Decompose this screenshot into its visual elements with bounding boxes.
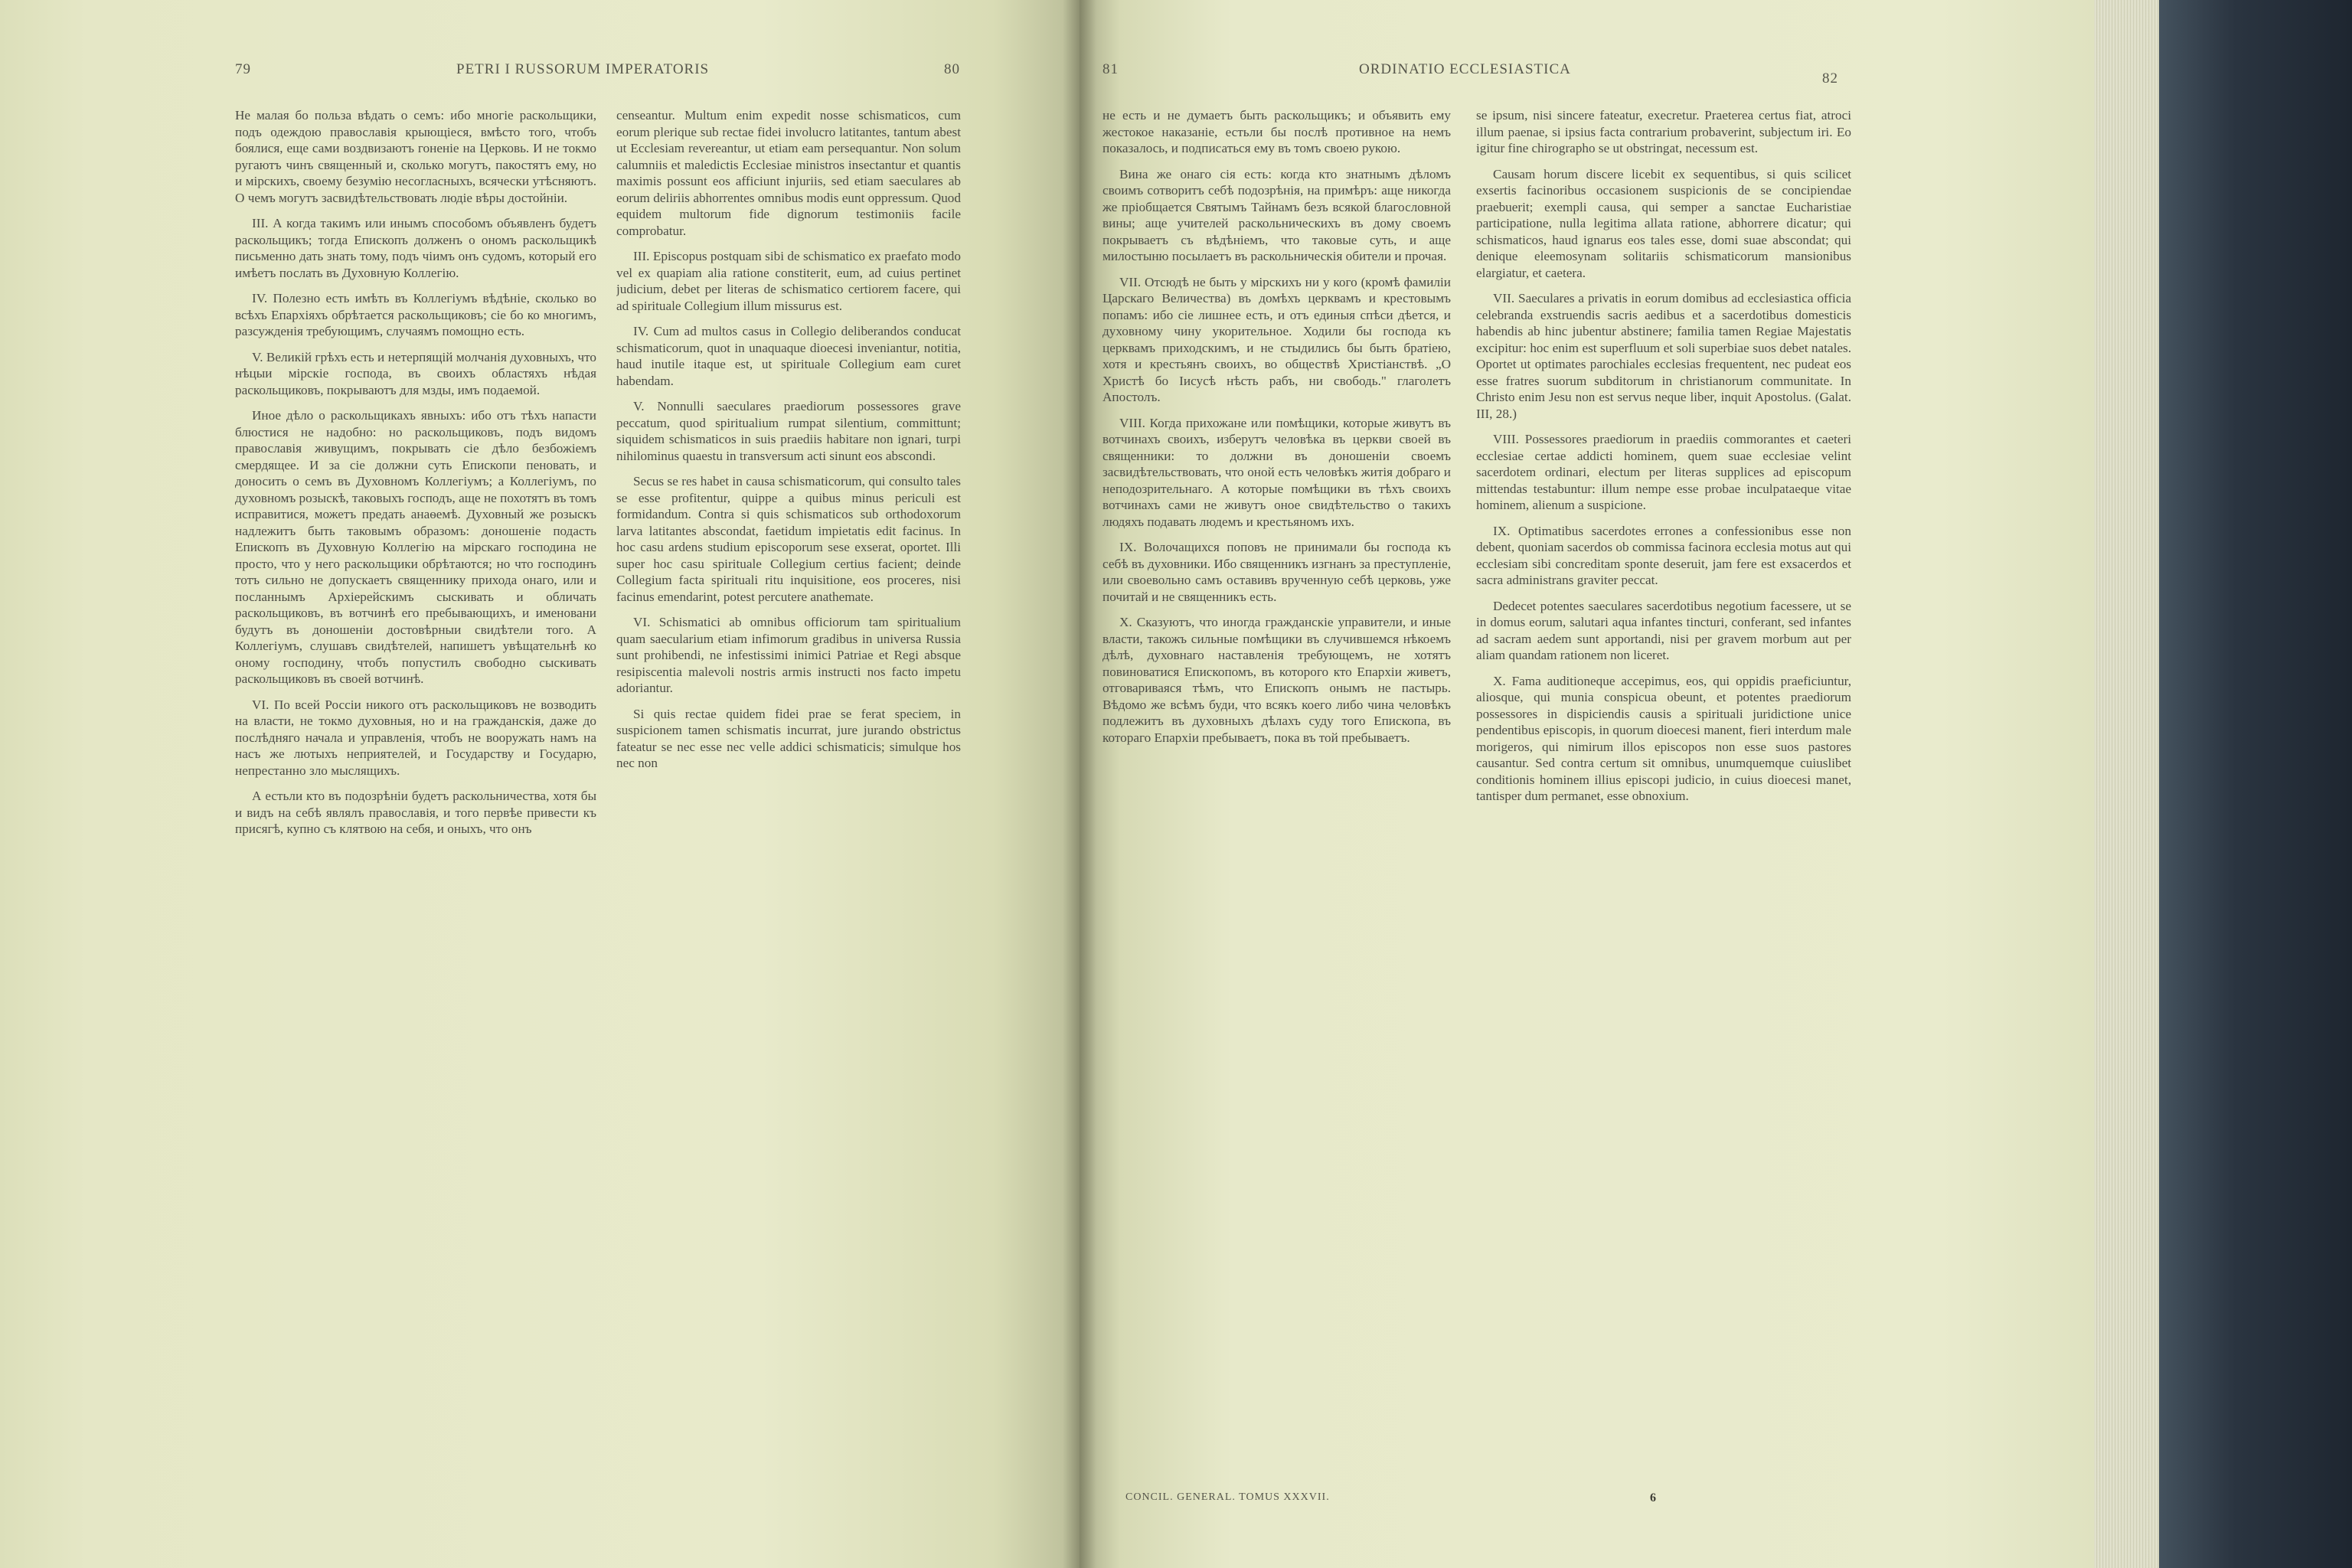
- book-gutter-shadow: [1063, 0, 1096, 1568]
- paragraph: VI. По всей Россіи никого отъ раскольщиковъ не возводить на власти, не токмо духовныя, но и на гражданскія, даже до послѣдняго начала и управленія, чтобъ не вооружать намъ на насъ же лютыхъ неприятелей, и Государству и Государю, непрестанно зло мыслящихъ.: [235, 697, 596, 778]
- page-number-81: 81: [1102, 61, 1119, 77]
- paragraph: III. А когда такимъ или инымъ способомъ объявленъ будетъ раскольщикъ; тогда Епископъ долженъ о ономъ раскольщикѣ письменно дать знать тому, подъ чіимъ онъ судомъ, который его имѣетъ послать въ Духовную Коллегію.: [235, 216, 596, 280]
- paragraph: Dedecet potentes saeculares sacerdotibus negotium facessere, ut se in domus eorum, salutari aqua infantes tincturi, conferant, sed infantes ad sacram aedem sunt apportandi, nisi per gravem morbum aut per aliam quandam rationem non liceret.: [1476, 598, 1851, 662]
- paragraph: censeantur. Multum enim expedit nosse schismaticos, cum eorum plerique sub rectae fidei involucro latitantes, tantum abest ut Ecclesiam revereantur, ut etiam eam persequantur. Non solum calumniis et maledictis Ecclesiae ministros insectantur et quantis maximis possunt eos afficiunt injuriis, sed etiam saeculares ab eorum deliriis abhorrentes omnibus modis eunt oppressum. Quod equidem multorum fide dignorum testimoniis facile comprobatur.: [616, 108, 961, 238]
- page-number-79: 79: [235, 61, 251, 77]
- paragraph: Иное дѣло о раскольщикахъ явныхъ: ибо отъ тѣхъ напасти блюстися не надобно: но раскольщиковъ, подъ видомъ православія живущимъ, покрывать сіе дѣло безбожіемъ смердящее. И за сіе должни суть Епископи пеновать, и доносить о семъ въ Духовномъ Коллегіумъ; а Коллегіумъ, по духовномъ розыскѣ, таковыхъ господъ, аще не похотятъ въ томъ исправитися, можетъ предать анаѳемѣ. Духовный же розыскъ надлежитъ быть таковымъ образомъ: доношеніе подасть Епископъ въ Духовную Коллегію на мірскаго господина не просто, что у него раскольщики обрѣтаются; но что господинъ тотъ сильно не допускаетъ священнику прихода онаго, или и посланнымъ Архіерейскимъ сыскивать и обличать раскольщиковъ, въ вотчинѣ его пребывающихъ, и именовани будутъ въ доношеніи достовѣрныи свидѣтели того. А Коллегіумъ, слушавъ свидѣтелей, напишетъ увѣщательнѣ ко оному господину, чтобъ попустилъ свободно сыскивать раскольщиковъ въ своей вотчинѣ.: [235, 408, 596, 686]
- paragraph: V. Nonnulli saeculares praediorum possessores grave peccatum, quod spiritualium rumpat silentium, committunt; siquidem schismaticos in suis praediis habitare non ignari, turpi nihilominus quaestu in transversum acti sinunt eos abscondi.: [616, 399, 961, 463]
- column-latin-82: [1476, 107, 1851, 1508]
- paragraph: se ipsum, nisi sincere fateatur, execretur. Praeterea certus fiat, atroci illum paenae, si ipsius facta contrarium probaverint, subjectum iri. Eo igitur fine chirographo se ut obstringat, necessum est.: [1476, 108, 1851, 155]
- paragraph: X. Fama auditioneque accepimus, eos, qui oppidis praeficiuntur, aliosque, qui munia conspicua obeunt, et potentes praediorum possessores in dispiciendis causis a spirituali juridictione unice pendentibus episcopis, in quorum dioecesi manent, fieri interdum male morigeros, qui nimirum illos episcopos non esse suos pastores causantur. Sed contra certum sit omnibus, unumquemque cuiuslibet conditionis hominem illius episcopi judicio, in cuius dioecesi manet, tantisper dum permanet, esse obnoxium.: [1476, 673, 1851, 803]
- column-russian-81: [1102, 107, 1451, 1508]
- footer-signature-line: CONCIL. GENERAL. TOMUS XXXVII.: [1125, 1491, 1330, 1503]
- paragraph: Si quis rectae quidem fidei prae se ferat speciem, in suspicionem tamen schismatis incurrat, jure jurando obstrictus fateatur se nec esse nec velle addici schismaticis; simulque hos nec non: [616, 706, 961, 770]
- paragraph: IX. Волочащихся поповъ не принимали бы господа къ себѣ въ духовники. Ибо священникъ изгнанъ за преступленіе, или своевольно самъ оставивъ врученную себѣ церковь, уже почитай и не священникъ есть.: [1102, 540, 1451, 604]
- running-head-right: ORDINATIO ECCLESIASTICA: [1359, 61, 1571, 77]
- page-number-80: 80: [944, 61, 960, 77]
- left-page: [0, 0, 1080, 1568]
- paragraph: Вина же онаго сія есть: когда кто знатнымъ дѣломъ своимъ сотворитъ себѣ подозрѣнія, на примѣръ: аще никогда же пріобщается Святымъ Тайнамъ безъ всякой благословной вины; аще учителей раскольническихъ въ дому своемъ покрываетъ съ вѣдѣніемъ, что таковые суть, и аще милостыню посылаетъ въ раскольническія обители и прочая.: [1102, 166, 1451, 263]
- paragraph: IX. Optimatibus sacerdotes errones a confessionibus esse non debent, quoniam sacerdos ob commissa facinora ecclesia motus aut qui ecclesiam sibi concreditam sponte deseruit, jam fere est exsacerdos et sacra administrans graviter peccat.: [1476, 523, 1851, 587]
- paragraph: VIII. Когда прихожане или помѣщики, которые живутъ въ вотчинахъ своихъ, изберутъ человѣка въ церкви своей въ священники: то должни въ доношеніи своемъ засвидѣтельствовать, что оной есть человѣкъ житія добраго и неподозрительнаго. А которые помѣщики въ тѣхъ своихъ вотчинахъ сами не живутъ оное свидѣтельство о такихъ людяхъ подавать людемъ и крестьяномъ ихъ.: [1102, 415, 1451, 529]
- paragraph: VIII. Possessores praediorum in praediis commorantes et caeteri ecclesiae certae addicti hominem, quem suae ecclesiae velint sacerdotem ordinari, electum per literas supplices ad episcopum mittendas testabuntur: illum nempe esse probae inculpataeque vitae hominem, alienum a suspicione.: [1476, 432, 1851, 512]
- page-edges: [2094, 0, 2159, 1568]
- column-russian-79: [235, 107, 596, 1508]
- signature-mark: 6: [1650, 1491, 1656, 1504]
- right-page: [1080, 0, 2094, 1568]
- paragraph: А естьли кто въ подозрѣніи будетъ раскольничества, хотя бы и видъ на себѣ являлъ православія, и того первѣе привести къ присягѣ, купно съ клятвою на себя, и оныхъ, что онъ: [235, 789, 596, 836]
- page-number-82: 82: [1822, 70, 1838, 87]
- paragraph: Secus se res habet in causa schismaticorum, qui consulto tales se esse profitentur, quippe a quibus minus periculi est formidandum. Contra si quis schismaticos sub orthodoxorum larva latitantes abscondat, faetidum impietatis edit facinus. In hoc casu ardens studium episcoporum sese exserat, oportet. Illi super hoc casu spirituale Collegium certius facient; deinde Collegium facta spirituali ritu inquisitione, eos proceres, nisi facinus emendarint, potest percutere anathemate.: [616, 474, 961, 604]
- paragraph: V. Великій грѣхъ есть и нетерпящій молчанія духовныхъ, что нѣцыи мірскіе господа, въ своихъ областяхъ нѣдая раскольщиковъ, покрываютъ для мзды, имъ подаемой.: [235, 349, 596, 397]
- paragraph: VII. Saeculares a privatis in eorum domibus ad ecclesiastica officia celebranda exstruendis sacris aedibus et a sacerdotibus domesticis habendis ab hinc jubentur abstinere; familia tamen Regiae Majestatis excipitur: hoc enim est superfluum et soli superbiae suos debet natales. Oportet ut optimates parochiales ecclesias frequentent, nec pudeat eos esse fratres suorum subditorum in christianorum communitate. In Christo enim Jesu non est servus neque liber, inquit Apostolus. (Galat. III, 28.): [1476, 291, 1851, 421]
- paragraph: VII. Отсюдѣ не быть у мірскихъ ни у кого (кромѣ фамиліи Царскаго Величества) въ домѣхъ церквамъ и крестовымъ попамъ: ибо сіе лишнее есть, и отъ единыя спѣси дѣется, и духовному чину укорительное. Ходили бы господа къ церквамъ приходскимъ, и не стыдились бы быть братіею, хотя и крестьянъ своихъ, во обществѣ Христіанствѣ. „О Христѣ бо Іисусѣ нѣсть рабъ, ни свободь." глаголетъ Апостолъ.: [1102, 274, 1451, 404]
- paragraph: Causam horum discere licebit ex sequentibus, si quis scilicet exsertis facinoribus occasionem suspicionis de se concipiendae praebuerit; exempli causa, qui semper a sanctae Eucharistiae participatione, nulla legitima allata ratione, abhorrere dicatur; qui schismaticos, haud ignarus eos tales esse, domi suae abscondat; qui denique eleemosynam solitariis schismaticorum mansionibus elargiatur, et caetera.: [1476, 166, 1851, 280]
- paragraph: VI. Schismatici ab omnibus officiorum tam spiritualium quam saecularium etiam infimorum gradibus in universa Russia sunt prohibendi, ne infestissimi inimici Patriae et Regi absque resipiscentia malevoli nostris armis instructi nos facto impetu adoriantur.: [616, 615, 961, 695]
- paragraph: III. Episcopus postquam sibi de schismatico ex praefato modo vel ex quapiam alia ratione constiterit, eum, ad cuius pertinet judicium, debet per literas de schismatico certiorem facere, qui ad spirituale Collegium illum missurus est.: [616, 249, 961, 313]
- paragraph: IV. Cum ad multos casus in Collegio deliberandos conducat schismaticorum, quot in unaquaque dioecesi inveniantur, notitia, haud inutile itaque est, ut spirituale Collegium eam curet habendam.: [616, 324, 961, 388]
- paragraph: IV. Полезно есть имѣть въ Коллегіумъ вѣдѣніе, сколько во всѣхъ Епархіяхъ обрѣтается раскольщиковъ; сіе бо ко многимъ, разсужденія требующимъ, случаямъ помощно есть.: [235, 291, 596, 338]
- running-head-left: PETRI I RUSSORUM IMPERATORIS: [456, 61, 710, 77]
- column-latin-80: [616, 107, 961, 1508]
- book-binding: [2159, 0, 2352, 1568]
- paragraph: X. Сказуютъ, что иногда гражданскіе управители, и иные власти, такожъ сильные помѣщики въ случившемся нѣкоемъ дѣлѣ, духовнаго наставленія требующемъ, не хотятъ повиноватися Епископомъ, въ которого кто Епархіи живетъ, отговариваяся тѣмъ, что Епископъ онымъ не пастырь. Вѣдомо же всѣмъ буди, что всякъ коего либо чина человѣкъ подлежитъ въ духовныхъ дѣлахъ суду того Епископа, въ котораго Епархіи пребываетъ, пока въ той пребываетъ.: [1102, 615, 1451, 745]
- paragraph: не есть и не думаетъ быть раскольщикъ; и объявить ему жестокое наказаніе, естьли бы послѣ противное на немъ показалось, и подписаться ему въ томъ своею рукою.: [1102, 108, 1451, 155]
- paragraph: Не малая бо польза вѣдать о семъ: ибо многіе раскольщики, подъ одеждою православія крыющіеся, вмѣсто того, чтобъ боялися, еще сами воздвизаютъ гоненіе на Церковь. И не токмо ругаютъ чинъ священный и, сколько могутъ, пакостятъ ему, но и мірскихъ, своему безумію несогласныхъ, всячески утѣсняютъ. О чемъ могутъ засвидѣтельствовать людіе вѣры достойніи.: [235, 108, 596, 205]
